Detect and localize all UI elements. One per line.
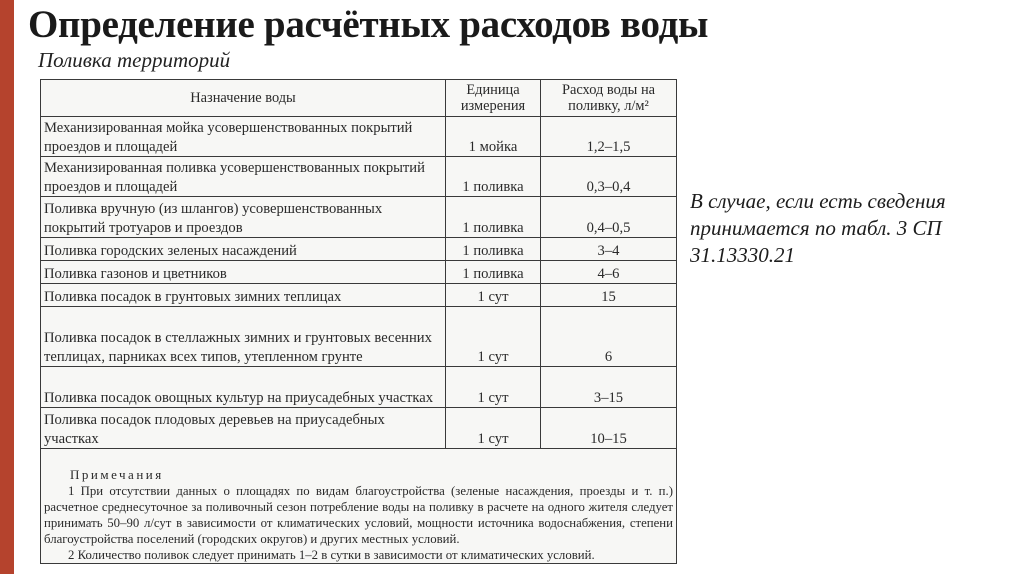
table-row (41, 307, 677, 367)
row-purpose: Поливка посадок овощных культур на приусадебных участках (41, 367, 446, 408)
row-rate: 15 (541, 284, 677, 307)
header-unit: Единица измерения (446, 80, 541, 117)
table-row (41, 117, 677, 157)
table-notes (41, 449, 677, 564)
table-notes-row (41, 449, 677, 564)
side-note: В случае, если есть сведения принимается по табл. 3 СП 31.13330.21 (690, 189, 946, 267)
table-row (41, 261, 677, 284)
row-rate: 0,3–0,4 (541, 157, 677, 197)
row-unit: 1 сут (446, 408, 541, 449)
row-purpose: Механизированная поливка усовершенствованных покрытий проездов и площадей (41, 157, 446, 197)
row-rate: 4–6 (541, 261, 677, 284)
row-unit: 1 сут (446, 307, 541, 367)
row-purpose: Поливка газонов и цветников (41, 261, 446, 284)
row-rate: 6 (541, 307, 677, 367)
row-unit: 1 сут (446, 367, 541, 408)
row-rate: 10–15 (541, 408, 677, 449)
row-purpose: Поливка вручную (из шлангов) усовершенствованных покрытий тротуаров и проездов (41, 197, 446, 238)
row-rate: 3–4 (541, 238, 677, 261)
accent-bar (0, 0, 14, 574)
row-unit: 1 поливка (446, 197, 541, 238)
note-1: 1 При отсутствии данных о площадях по видам благоустройства (зеленые насаждения, проезды и т. п.) расчетное среднесуточное за поливочный сезон потребление воды на поливку в расчете на одного жителя следует принимать 50–90 л/сут в зависимости от климатических условий, мощности источника водоснабжения, степени благоустройства поселений (городских округов) и других местных условий. (44, 484, 673, 546)
row-unit: 1 поливка (446, 238, 541, 261)
water-consumption-table-container (40, 79, 676, 564)
header-rate: Расход воды на поливку, л/м² (541, 80, 677, 117)
row-unit: 1 поливка (446, 261, 541, 284)
row-unit: 1 мойка (446, 117, 541, 157)
note-2: 2 Количество поливок следует принимать 1–2 в сутки в зависимости от климатических условий. (68, 548, 595, 562)
row-purpose: Поливка городских зеленых насаждений (41, 238, 446, 261)
row-purpose: Поливка посадок в грунтовых зимних теплицах (41, 284, 446, 307)
row-rate: 1,2–1,5 (541, 117, 677, 157)
slide-subtitle: Поливка территорий (38, 48, 231, 72)
slide-title: Определение расчётных расходов воды (28, 3, 709, 46)
row-rate: 3–15 (541, 367, 677, 408)
table-row (41, 157, 677, 197)
row-purpose: Поливка посадок плодовых деревьев на приусадебных участках (41, 408, 446, 449)
table-row (41, 238, 677, 261)
table-row (41, 408, 677, 449)
table-row (41, 197, 677, 238)
table-row (41, 367, 677, 408)
row-unit: 1 поливка (446, 157, 541, 197)
row-purpose: Механизированная мойка усовершенствованных покрытий проездов и площадей (41, 117, 446, 157)
table-header-row (41, 80, 677, 117)
row-purpose: Поливка посадок в стеллажных зимних и грунтовых весенних теплицах, парниках всех типов, утепленном грунте (41, 307, 446, 367)
row-rate: 0,4–0,5 (541, 197, 677, 238)
table-row (41, 284, 677, 307)
header-purpose: Назначение воды (41, 80, 446, 117)
row-unit: 1 сут (446, 284, 541, 307)
notes-title: Примечания (70, 467, 164, 482)
water-consumption-table (40, 79, 677, 564)
